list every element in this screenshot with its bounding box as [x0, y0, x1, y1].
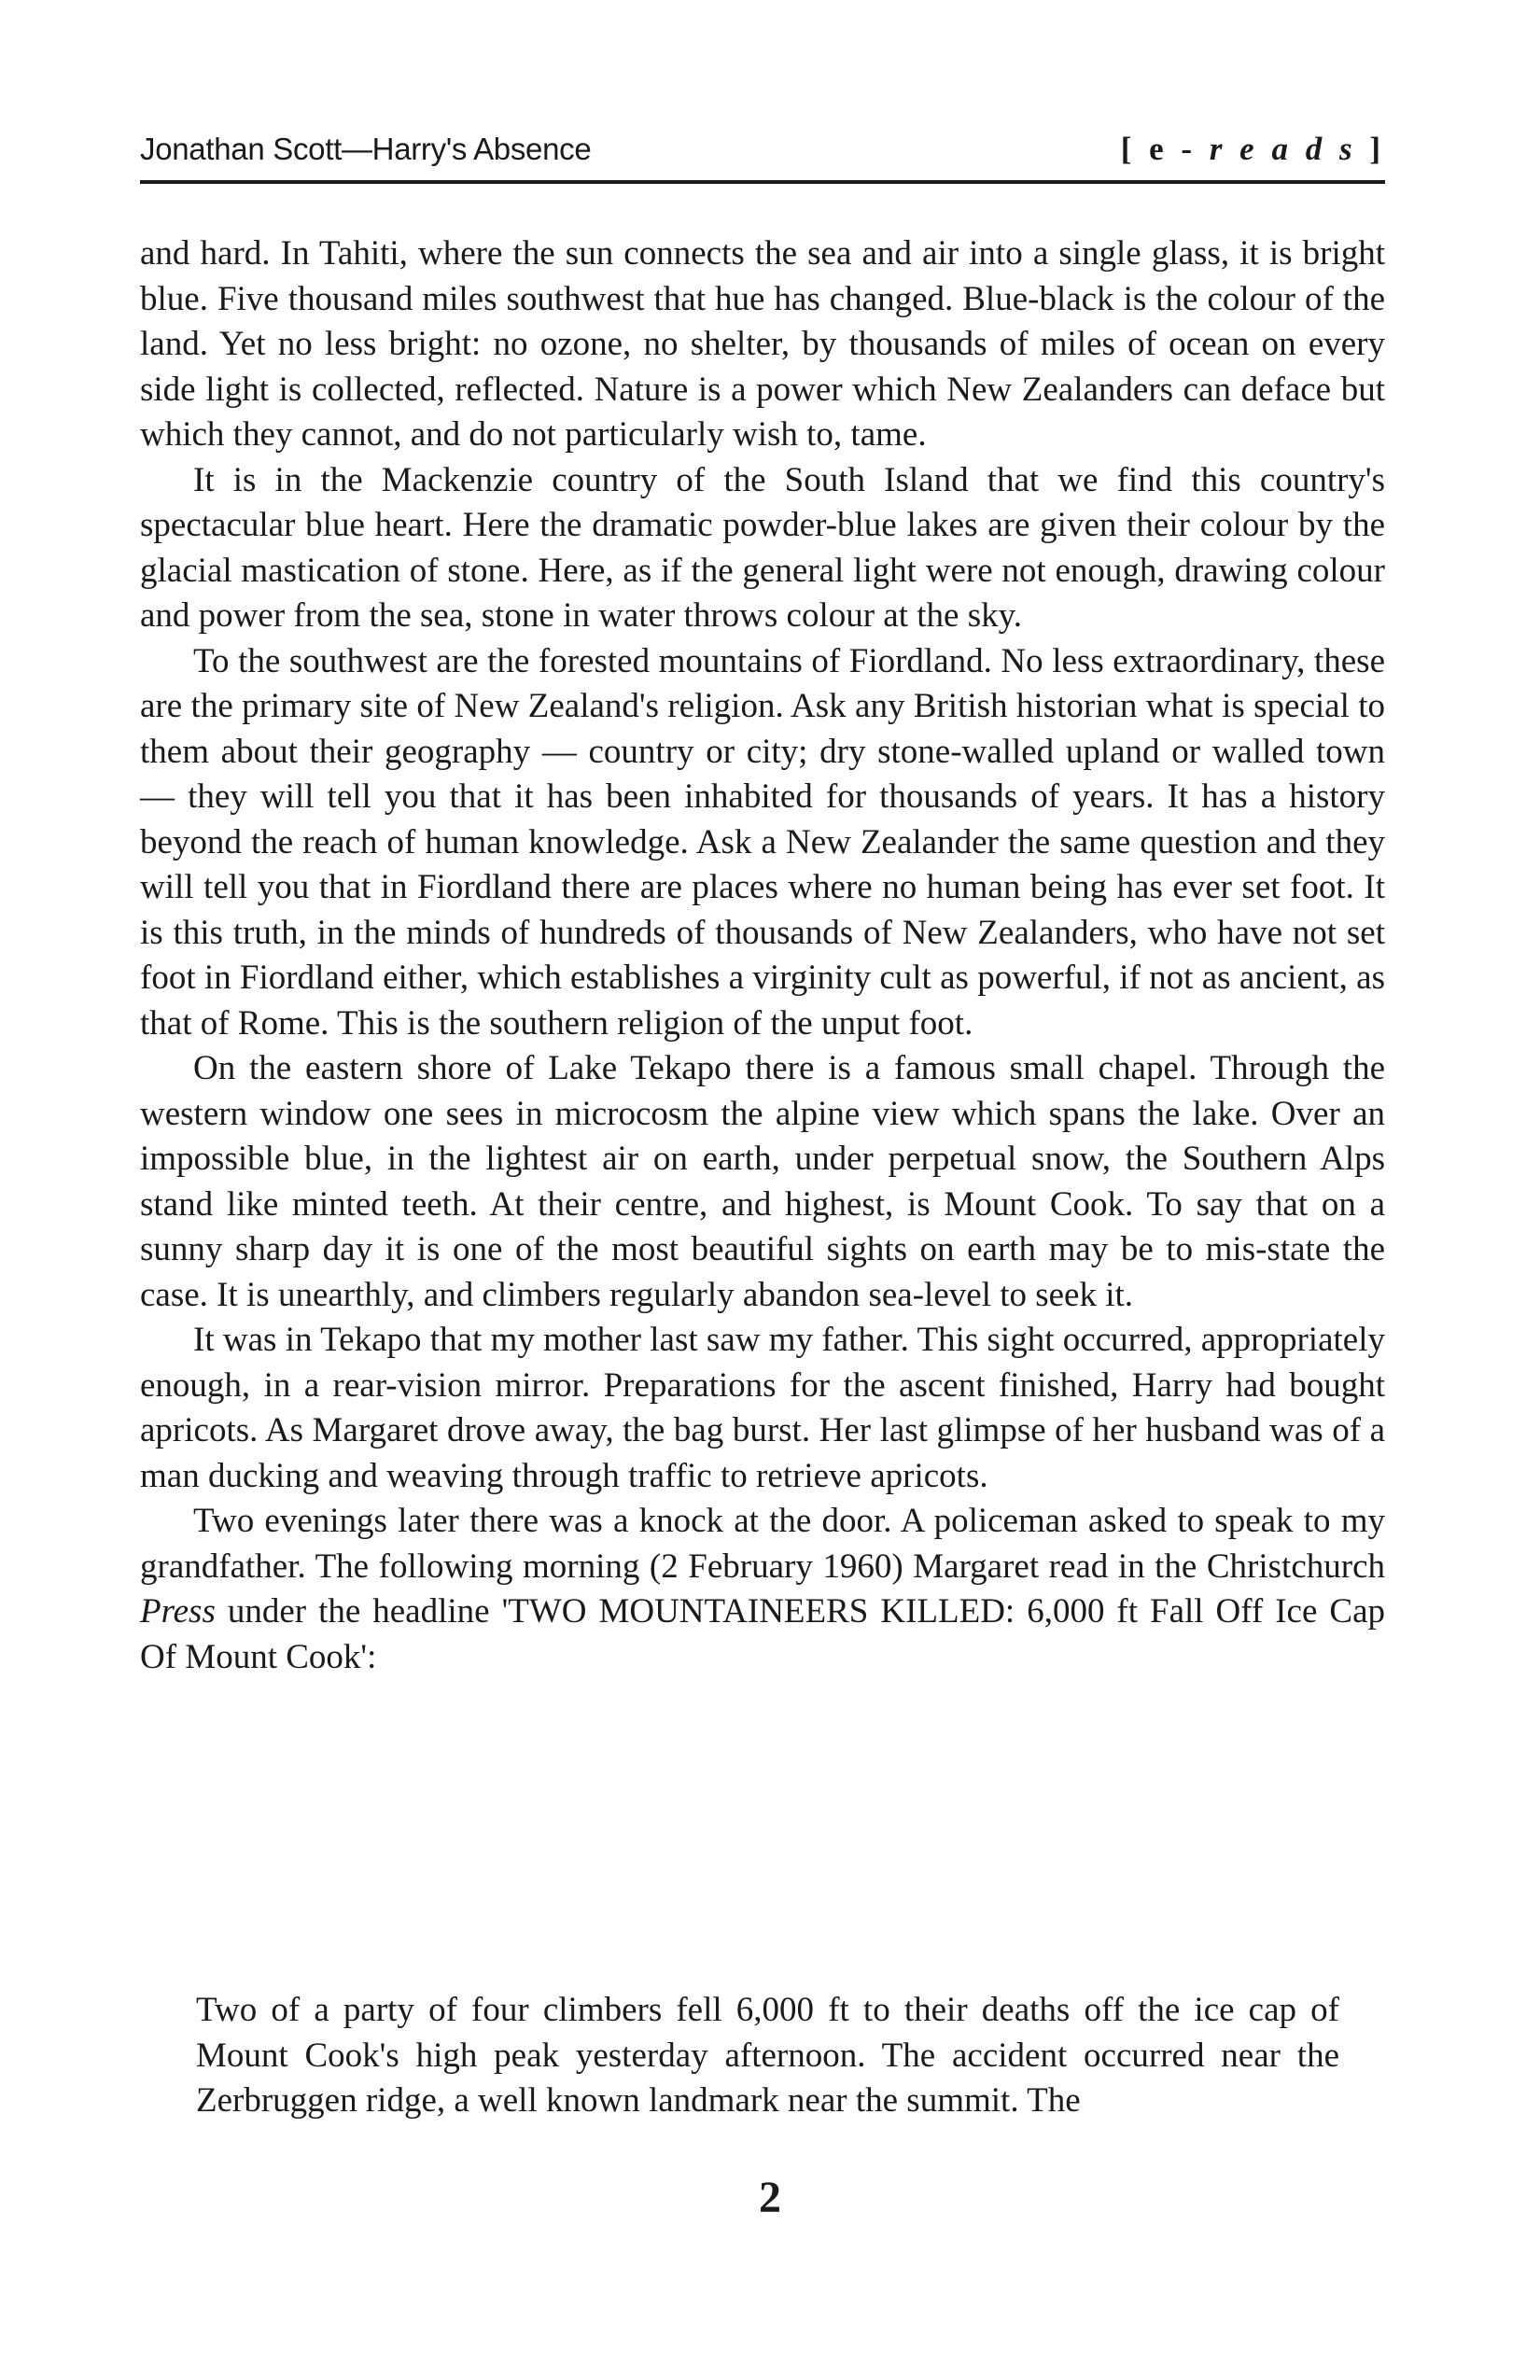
paragraph-text: Two evenings later there was a knock at the door. A policeman asked to speak to my grandfather. The following morning (2 February 1960) Margaret read in the Christchurch — [140, 1502, 1385, 1586]
publisher-mark — [1121, 131, 1385, 168]
paragraph-text: under the headline 'TWO MOUNTAINEERS KILLED: 6,000 ft Fall Off Ice Cap Of Mount Cook': — [140, 1592, 1385, 1676]
header-rule — [140, 180, 1385, 184]
publisher-mark-close: ] — [1356, 131, 1385, 167]
block-quote — [196, 1988, 1339, 2124]
newspaper-title: Press — [140, 1592, 216, 1631]
body-text — [140, 231, 1385, 1680]
quote-text: Two of a party of four climbers fell 6,000 ft to their deaths off the ice cap of Mount Cook's high peak yesterday afternoon. The accident occurred near the Zerbruggen ridge, a well known landmark near the summit. The — [196, 1991, 1339, 2120]
paragraph: and hard. In Tahiti, where the sun connects the sea and air into a single glass, it is bright blue. Five thousand miles southwest that hue has changed. Blue-black is the colour of the land. Yet no less bright: no ozone, no shelter, by thousands of miles of ocean on every side light is collected, reflected. Nature is a power which New Zealanders can deface but which they cannot, and do not particularly wish to, tame. — [140, 234, 1385, 454]
paragraph: It is in the Mackenzie country of the South Island that we find this country's spectacular blue heart. Here the dramatic powder-blue lakes are given their colour by the glacial mastication of stone. Here, as if the general light were not enough, drawing colour and power from the sea, stone in water throws colour at the sky. — [140, 460, 1385, 635]
paragraph: It was in Tekapo that my mother last saw my father. This sight occurred, appropriately enough, in a rear-vision mirror. Preparations for the ascent finished, Harry had bought apricots. As Margaret drove away, the bag burst. Her last glimpse of her husband was of a man ducking and weaving through traffic to retrieve apricots. — [140, 1321, 1385, 1495]
paragraph: To the southwest are the forested mountains of Fiordland. No less extraordinary, these are the primary site of New Zealand's religion. Ask any British historian what is special to them about their geography — country or city; dry stone-walled upland or walled town — they will tell you that it has been inhabited for thousands of years. It has a history beyond the reach of human knowledge. Ask a New Zealander the same question and they will tell you that in Fiordland there are places where no human being has ever set foot. It is this truth, in the minds of hundreds of thousands of New Zealanders, who have not set foot in Fiordland either, which establishes a virginity cult as powerful, if not as ancient, as that of Rome. This is the southern religion of the unput foot. — [140, 641, 1385, 1043]
paragraph — [140, 1499, 1385, 1680]
paragraph: On the eastern shore of Lake Tekapo there is a famous small chapel. Through the western window one sees in microcosm the alpine view which spans the lake. Over an impossible blue, in the lightest air on earth, under perpetual snow, the Southern Alps stand like minted teeth. At their centre, and highest, is Mount Cook. To say that on a sunny sharp day it is one of the most beautiful sights on earth may be to mis-state the case. It is unearthly, and climbers regularly abandon sea-level to seek it. — [140, 1049, 1385, 1314]
page-number: 2 — [759, 2173, 781, 2222]
publisher-mark-open: [ e - — [1120, 131, 1210, 167]
page-header — [140, 131, 1385, 183]
publisher-mark-word: r e a d s — [1209, 131, 1357, 167]
running-title: Jonathan Scott—Harry's Absence — [140, 132, 592, 166]
